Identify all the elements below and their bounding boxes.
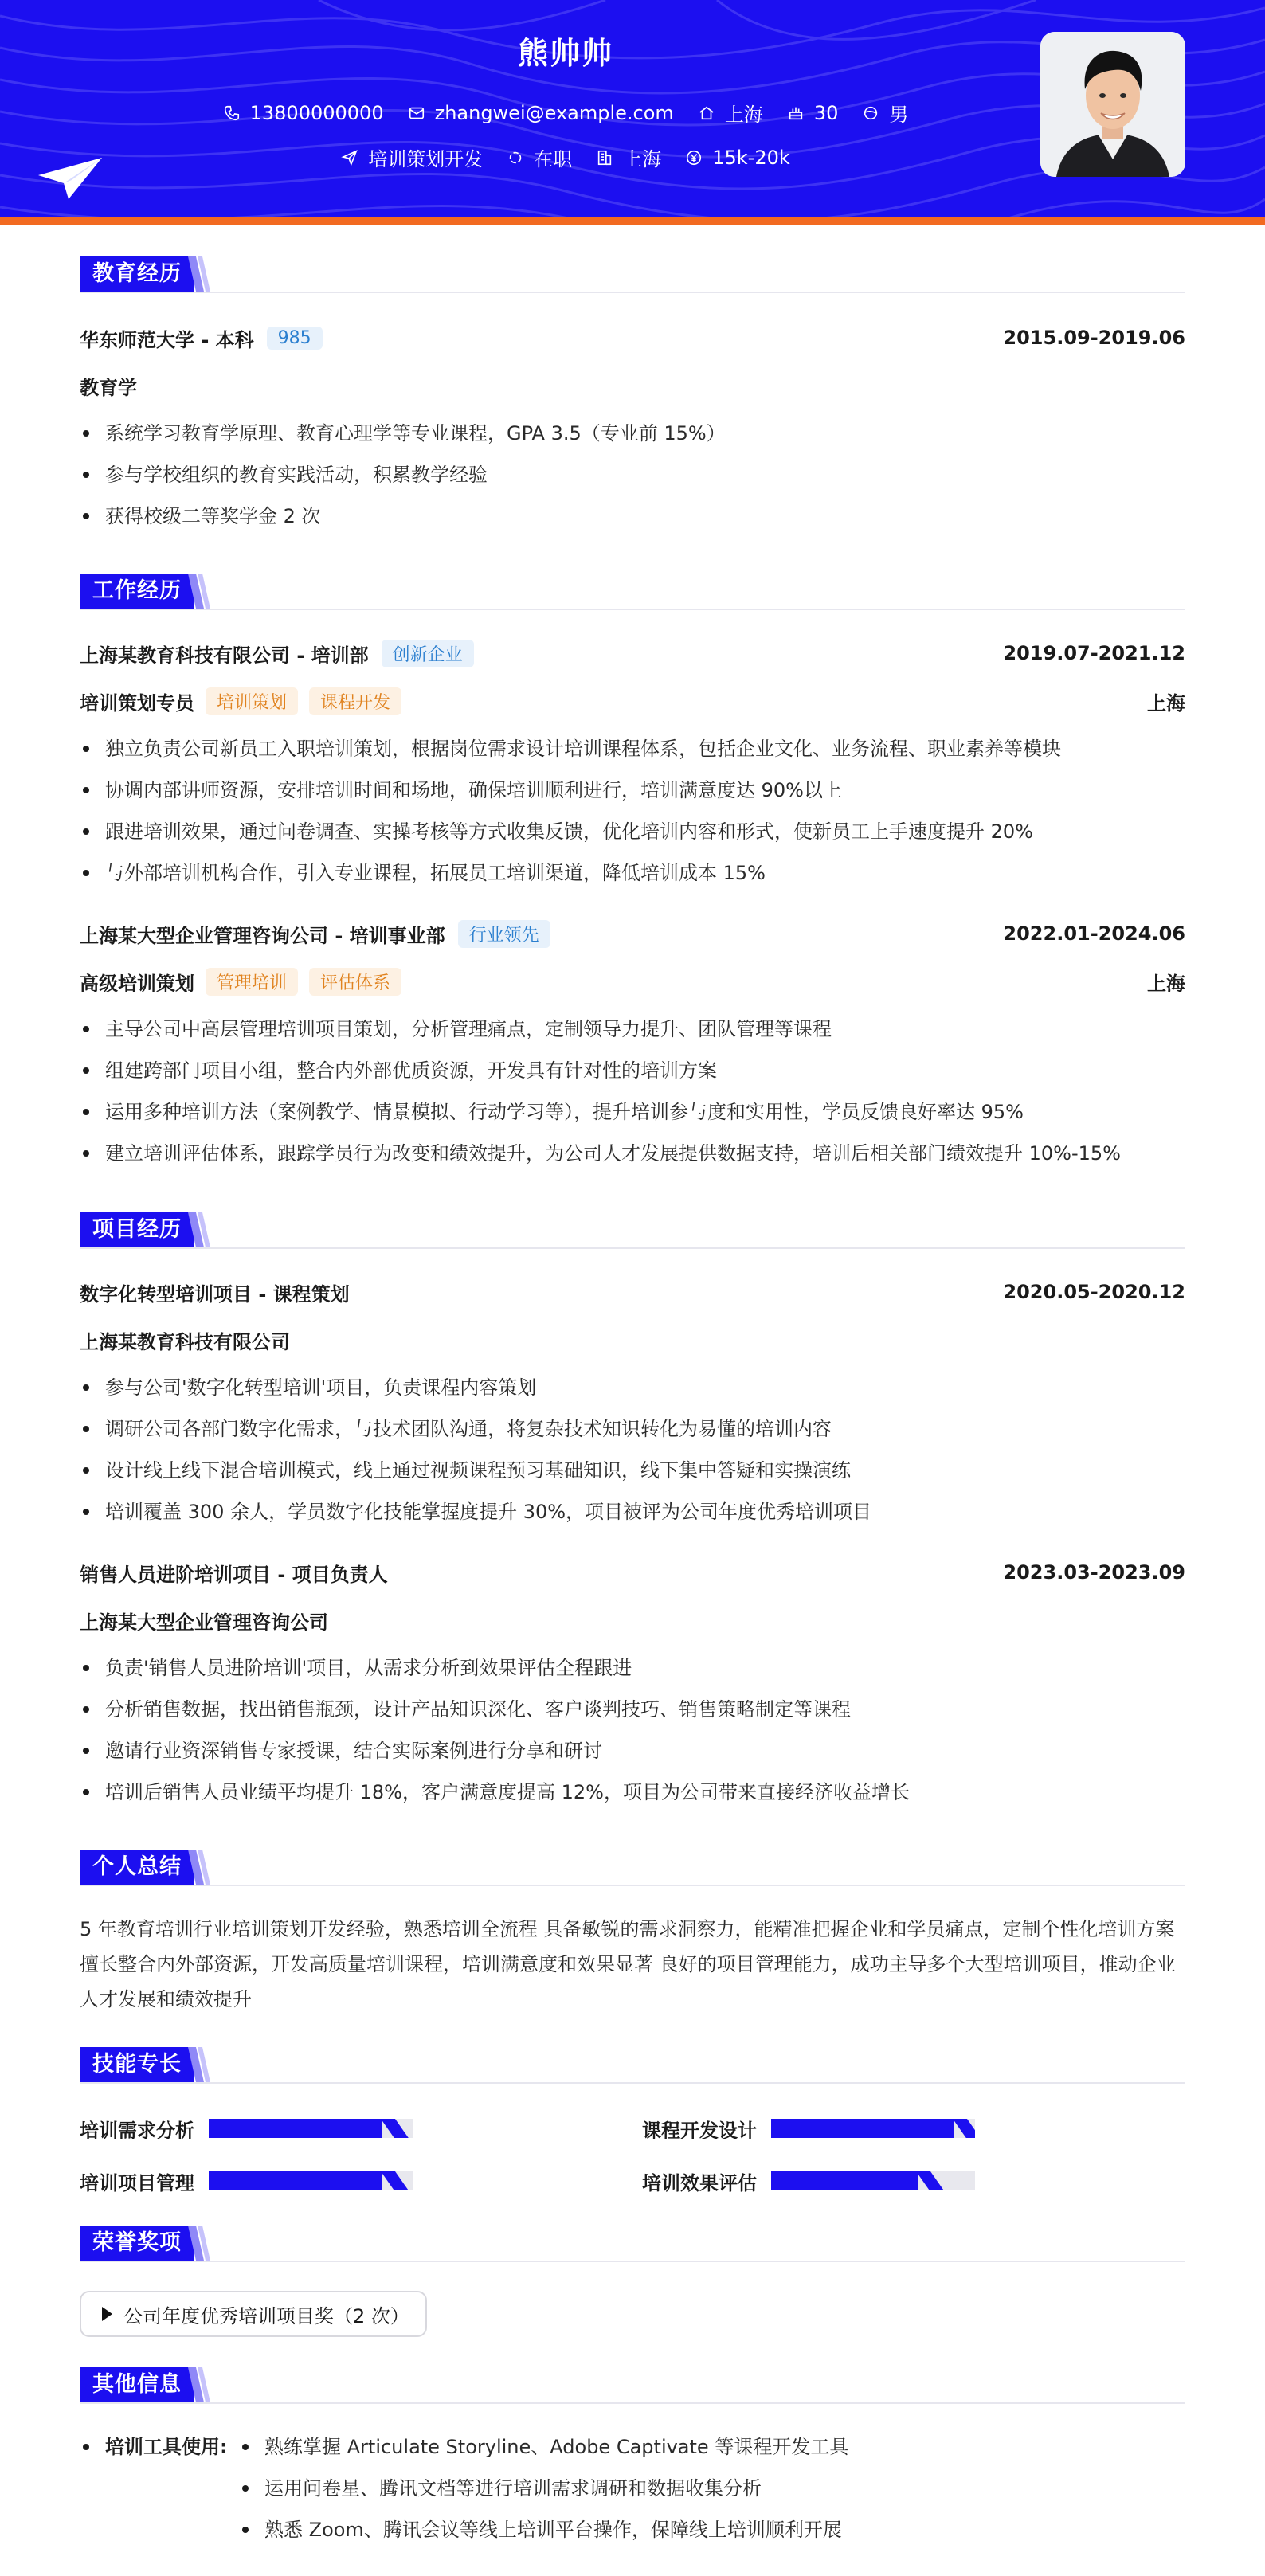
skill-tag: 评估体系 — [309, 968, 401, 996]
skill-name: 培训效果评估 — [642, 2171, 757, 2194]
list-item: 邀请行业资深销售专家授课，结合实际案例进行分享和研讨 — [80, 1730, 1185, 1771]
summary-text — [80, 1912, 1185, 2017]
skill-tag: 培训策划 — [206, 687, 298, 715]
list-item: 系统学习教育学原理、教育心理学等专业课程，GPA 3.5（专业前 15%） — [80, 413, 1185, 454]
list-item: 协调内部讲师资源，安排培训时间和场地，确保培训顺利进行，培训满意度达 90%以上 — [80, 769, 1185, 811]
summary-section-header — [80, 1850, 1185, 1886]
summary-line: 人才发展和绩效提升 — [80, 1988, 252, 2010]
skill-level-fill — [771, 2119, 954, 2138]
phone-icon — [223, 104, 241, 122]
work-entry-header — [80, 918, 1185, 949]
list-item: 独立负责公司新员工入职培训策划，根据岗位需求设计培训课程体系，包括企业文化、业务流程、职业素养等模块 — [80, 728, 1185, 769]
cake-icon — [787, 104, 805, 122]
skill-level-bar — [209, 2171, 413, 2190]
work-bullets — [80, 1008, 1185, 1174]
project-org-row — [80, 1604, 1185, 1636]
title-decoration — [188, 2226, 212, 2261]
section-divider — [80, 2261, 1185, 2262]
skill-tag: 课程开发 — [309, 687, 401, 715]
title-decoration — [188, 1212, 212, 1247]
section-divider — [80, 292, 1185, 293]
mail-icon — [408, 104, 425, 122]
list-item: 参与公司'数字化转型培训'项目，负责课程内容策划 — [80, 1367, 1185, 1408]
awards-section-header — [80, 2226, 1185, 2262]
skill-item — [80, 2112, 413, 2144]
status-text: 在职 — [534, 148, 573, 170]
section-title-skills: 技能专长 — [80, 2047, 194, 2082]
skill-name: 培训需求分析 — [80, 2119, 194, 2142]
avatar — [1040, 32, 1185, 177]
role-row — [80, 965, 1185, 997]
work-entry-header — [80, 637, 1185, 669]
title-decoration — [188, 256, 212, 292]
job-role: 高级培训策划 — [80, 972, 194, 995]
work-date: 2022.01-2024.06 — [1003, 922, 1185, 945]
skill-name: 课程开发设计 — [642, 2119, 757, 2142]
role-row — [80, 685, 1185, 717]
education-bullets — [80, 413, 1185, 537]
section-divider — [80, 609, 1185, 610]
tools-list — [239, 2426, 848, 2551]
school-name: 华东师范大学 - 本科 — [80, 328, 254, 351]
candidate-name: 熊帅帅 — [517, 36, 613, 71]
list-item: 主导公司中高层管理培训项目策划，分析管理痛点，定制领导力提升、团队管理等课程 — [80, 1008, 1185, 1050]
skill-item — [80, 2165, 413, 2197]
list-item: 培训覆盖 300 余人，学员数字化技能掌握度提升 30%，项目被评为公司年度优秀培训项目 — [80, 1491, 1185, 1533]
email-info — [408, 102, 674, 124]
title-decoration — [188, 1850, 212, 1885]
company-name: 上海某教育科技有限公司 - 培训部 — [80, 644, 369, 667]
company-tag: 行业领先 — [458, 920, 550, 948]
status-icon — [507, 149, 524, 166]
list-item: 分析销售数据，找出销售瓶颈，设计产品知识深化、客户谈判技巧、销售策略制定等课程 — [80, 1689, 1185, 1730]
section-title-work: 工作经历 — [80, 574, 194, 609]
contact-row — [0, 99, 1036, 127]
tools-label: 培训工具使用: — [80, 2426, 228, 2468]
skill-level-edge — [916, 2171, 944, 2190]
award-item-toggle[interactable] — [80, 2291, 427, 2337]
section-title-projects: 项目经历 — [80, 1212, 194, 1247]
skill-tag: 管理培训 — [206, 968, 298, 996]
work-city: 上海 — [1147, 972, 1185, 995]
project-entry-header — [80, 1556, 1185, 1588]
list-item: 设计线上线下混合培训模式，线上通过视频课程预习基础知识，线下集中答疑和实操演练 — [80, 1450, 1185, 1491]
company-tag: 创新企业 — [382, 640, 474, 667]
major-name: 教育学 — [80, 376, 137, 399]
project-bullets — [80, 1367, 1185, 1533]
project-date: 2023.03-2023.09 — [1003, 1561, 1185, 1584]
intent-row — [0, 143, 1036, 171]
skill-level-bar — [771, 2171, 975, 2190]
skill-level-fill — [209, 2119, 382, 2138]
other-section-header — [80, 2367, 1185, 2404]
company-name: 上海某大型企业管理咨询公司 - 培训事业部 — [80, 924, 445, 947]
section-title-awards: 荣誉奖项 — [80, 2226, 194, 2261]
skill-level-bar — [209, 2119, 413, 2138]
skill-item — [642, 2165, 975, 2197]
section-divider — [80, 1247, 1185, 1249]
yen-icon — [685, 149, 703, 166]
age-text: 30 — [813, 101, 839, 124]
skill-level-bar — [771, 2119, 975, 2138]
major-row — [80, 370, 1185, 401]
skill-level-edge — [381, 2119, 409, 2138]
list-item: 调研公司各部门数字化需求，与技术团队沟通，将复杂技术知识转化为易懂的培训内容 — [80, 1408, 1185, 1450]
salary-info — [685, 147, 790, 169]
section-divider — [80, 1885, 1185, 1886]
home-icon — [698, 104, 715, 122]
project-org: 上海某大型企业管理咨询公司 — [80, 1611, 328, 1634]
title-decoration — [188, 574, 212, 609]
send-icon — [341, 149, 358, 166]
list-item: 熟练掌握 Articulate Storyline、Adobe Captivate 等课程开发工具 — [239, 2426, 848, 2468]
job-intent-text: 培训策划开发 — [368, 148, 484, 170]
project-bullets — [80, 1647, 1185, 1813]
salary-text: 15k-20k — [712, 146, 790, 169]
list-item: 运用问卷星、腾讯文档等进行培训需求调研和数据收集分析 — [239, 2468, 848, 2509]
resume-header — [0, 0, 1265, 217]
list-item: 熟悉 Zoom、腾讯会议等线上培训平台操作，保障线上培训顺利开展 — [239, 2509, 848, 2551]
work-date: 2019.07-2021.12 — [1003, 642, 1185, 664]
target-city-info — [596, 143, 661, 171]
location-text: 上海 — [724, 104, 763, 126]
work-bullets — [80, 728, 1185, 894]
summary-line: 5 年教育培训行业培训策划开发经验，熟悉培训全流程 具备敏锐的需求洞察力，能精准把握企业和学员痛点，定制个性化培训方案 — [80, 1918, 1175, 1940]
expand-triangle-icon — [102, 2307, 112, 2321]
list-item: 与外部培训机构合作，引入专业课程，拓展员工培训渠道，降低培训成本 15% — [80, 852, 1185, 894]
skill-level-fill — [209, 2171, 382, 2190]
phone-info — [223, 102, 384, 124]
gender-icon — [862, 104, 879, 122]
phone-number: 13800000000 — [249, 101, 384, 124]
project-org-row — [80, 1324, 1185, 1356]
list-item: 运用多种培训方法（案例教学、情景模拟、行动学习等），提升培训参与度和实用性，学员反馈良好率达 95% — [80, 1091, 1185, 1133]
status-info — [507, 143, 572, 171]
section-title-other: 其他信息 — [80, 2367, 194, 2402]
project-org: 上海某教育科技有限公司 — [80, 1330, 290, 1353]
skill-level-fill — [771, 2171, 918, 2190]
award-label: 公司年度优秀培训项目奖（2 次） — [123, 2304, 409, 2327]
work-section-header — [80, 574, 1185, 610]
projects-section-header — [80, 1212, 1185, 1249]
school-tag: 985 — [267, 327, 323, 350]
avatar-portrait — [1040, 32, 1185, 177]
skill-level-edge — [953, 2119, 975, 2138]
project-title: 数字化转型培训项目 - 课程策划 — [80, 1282, 350, 1306]
project-title: 销售人员进阶培训项目 - 项目负责人 — [80, 1563, 388, 1586]
job-role: 培训策划专员 — [80, 691, 194, 714]
list-item: 建立培训评估体系，跟踪学员行为改变和绩效提升，为公司人才发展提供数据支持，培训后相关部门绩效提升 10%-15% — [80, 1133, 1185, 1174]
skill-level-edge — [381, 2171, 409, 2190]
building-icon — [596, 149, 613, 166]
list-item: 跟进培训效果，通过问卷调查、实操考核等方式收集反馈，优化培训内容和形式，使新员工上手速度提升 20% — [80, 811, 1185, 852]
section-divider — [80, 2082, 1185, 2084]
list-item: 负责'销售人员进阶培训'项目，从需求分析到效果评估全程跟进 — [80, 1647, 1185, 1689]
list-item: 获得校级二等奖学金 2 次 — [80, 495, 1185, 537]
email-address: zhangwei@example.com — [434, 101, 674, 124]
education-entry-header — [80, 322, 1185, 354]
gender-text: 男 — [889, 104, 909, 126]
skill-item — [642, 2112, 975, 2144]
title-decoration — [188, 2047, 212, 2082]
list-item: 培训后销售人员业绩平均提升 18%，客户满意度提高 12%，项目为公司带来直接经济收益增长 — [80, 1771, 1185, 1813]
job-intent-info — [341, 143, 483, 171]
section-title-summary: 个人总结 — [80, 1850, 194, 1885]
skill-name: 培训项目管理 — [80, 2171, 194, 2194]
target-city-text: 上海 — [623, 148, 662, 170]
section-title-education: 教育经历 — [80, 256, 194, 292]
project-date: 2020.05-2020.12 — [1003, 1281, 1185, 1303]
list-item: 参与学校组织的教育实践活动，积累教学经验 — [80, 454, 1185, 495]
gender-info — [862, 99, 908, 127]
skills-section-header — [80, 2047, 1185, 2084]
location-info — [698, 99, 763, 127]
work-city: 上海 — [1147, 691, 1185, 714]
summary-line: 擅长整合内外部资源，开发高质量培训课程，培训满意度和效果显著 良好的项目管理能力，成功主导多个大型培训项目，推动企业 — [80, 1953, 1176, 1975]
education-date: 2015.09-2019.06 — [1003, 327, 1185, 349]
education-section-header — [80, 256, 1185, 293]
header-accent-stripe — [0, 217, 1265, 225]
section-divider — [80, 2402, 1185, 2404]
title-decoration — [188, 2367, 212, 2402]
project-entry-header — [80, 1276, 1185, 1308]
age-info — [787, 102, 839, 124]
list-item: 组建跨部门项目小组，整合内外部优质资源，开发具有针对性的培训方案 — [80, 1050, 1185, 1091]
